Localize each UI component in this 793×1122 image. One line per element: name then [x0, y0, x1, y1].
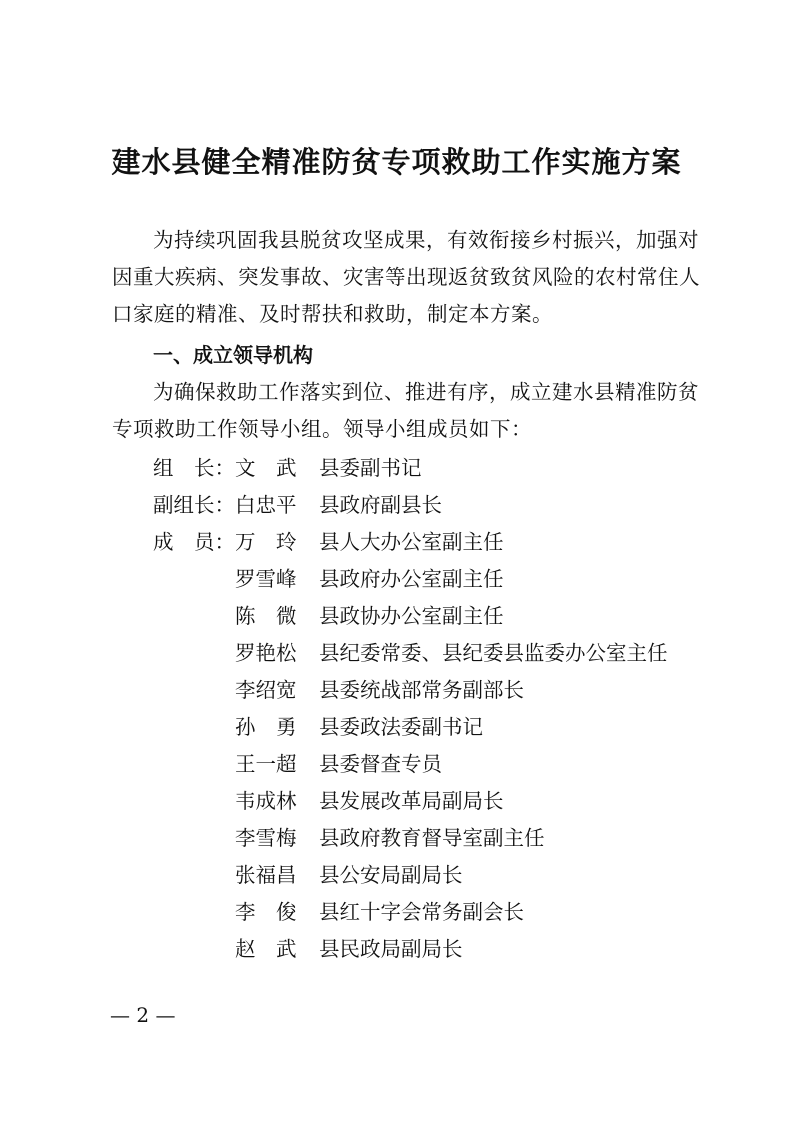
member-position: 县红十字会常务副会长 — [319, 900, 524, 924]
section1-paragraph — [112, 374, 699, 448]
member-name: 孙 勇 — [235, 715, 297, 739]
member-position: 县民政局副局长 — [319, 937, 463, 961]
member-position: 县发展改革局副局长 — [319, 789, 504, 813]
member-position: 县政府副县长 — [319, 493, 442, 517]
member-name: 李绍宽 — [235, 678, 297, 702]
section-heading: 一、成立领导机构 — [153, 343, 313, 367]
member-position: 县人大办公室副主任 — [319, 530, 504, 554]
member-name: 文 武 — [235, 456, 297, 480]
intro-line: 为持续巩固我县脱贫攻坚成果，有效衔接乡村振兴，加强对 — [153, 228, 699, 252]
member-role: 副组长： — [153, 493, 235, 517]
member-name: 张福昌 — [235, 863, 297, 887]
member-position: 县公安局副局长 — [319, 863, 463, 887]
member-position: 县委统战部常务副部长 — [319, 678, 524, 702]
intro-line: 因重大疾病、突发事故、灾害等出现返贫致贫风险的农村常住人 — [112, 265, 700, 289]
member-name: 罗艳松 — [235, 641, 297, 665]
page-number: — 2 — — [110, 1003, 176, 1027]
intro-paragraph — [112, 222, 700, 333]
intro-line: 口家庭的精准、及时帮扶和救助，制定本方案。 — [112, 302, 553, 326]
member-name: 韦成林 — [235, 789, 297, 813]
member-position: 县政协办公室副主任 — [319, 604, 504, 628]
member-name: 罗雪峰 — [235, 567, 297, 591]
member-name: 赵 武 — [235, 937, 297, 961]
member-name: 陈 微 — [235, 604, 297, 628]
document-title: 建水县健全精准防贫专项救助工作实施方案 — [111, 145, 682, 179]
member-name: 李雪梅 — [235, 826, 297, 850]
member-position: 县政府教育督导室副主任 — [319, 826, 545, 850]
member-role: 成 员： — [153, 530, 235, 554]
member-name: 李 俊 — [235, 900, 297, 924]
section1-line: 为确保救助工作落实到位、推进有序，成立建水县精准防贫 — [153, 380, 699, 404]
member-position: 县纪委常委、县纪委县监委办公室主任 — [319, 641, 668, 665]
member-name: 白忠平 — [235, 493, 297, 517]
member-position: 县委副书记 — [319, 456, 422, 480]
member-position: 县政府办公室副主任 — [319, 567, 504, 591]
member-name: 王一超 — [235, 752, 297, 776]
member-role: 组 长： — [153, 456, 235, 480]
member-position: 县委督查专员 — [319, 752, 442, 776]
member-name: 万 玲 — [235, 530, 297, 554]
member-position: 县委政法委副书记 — [319, 715, 483, 739]
section1-line: 专项救助工作领导小组。领导小组成员如下： — [112, 417, 532, 441]
